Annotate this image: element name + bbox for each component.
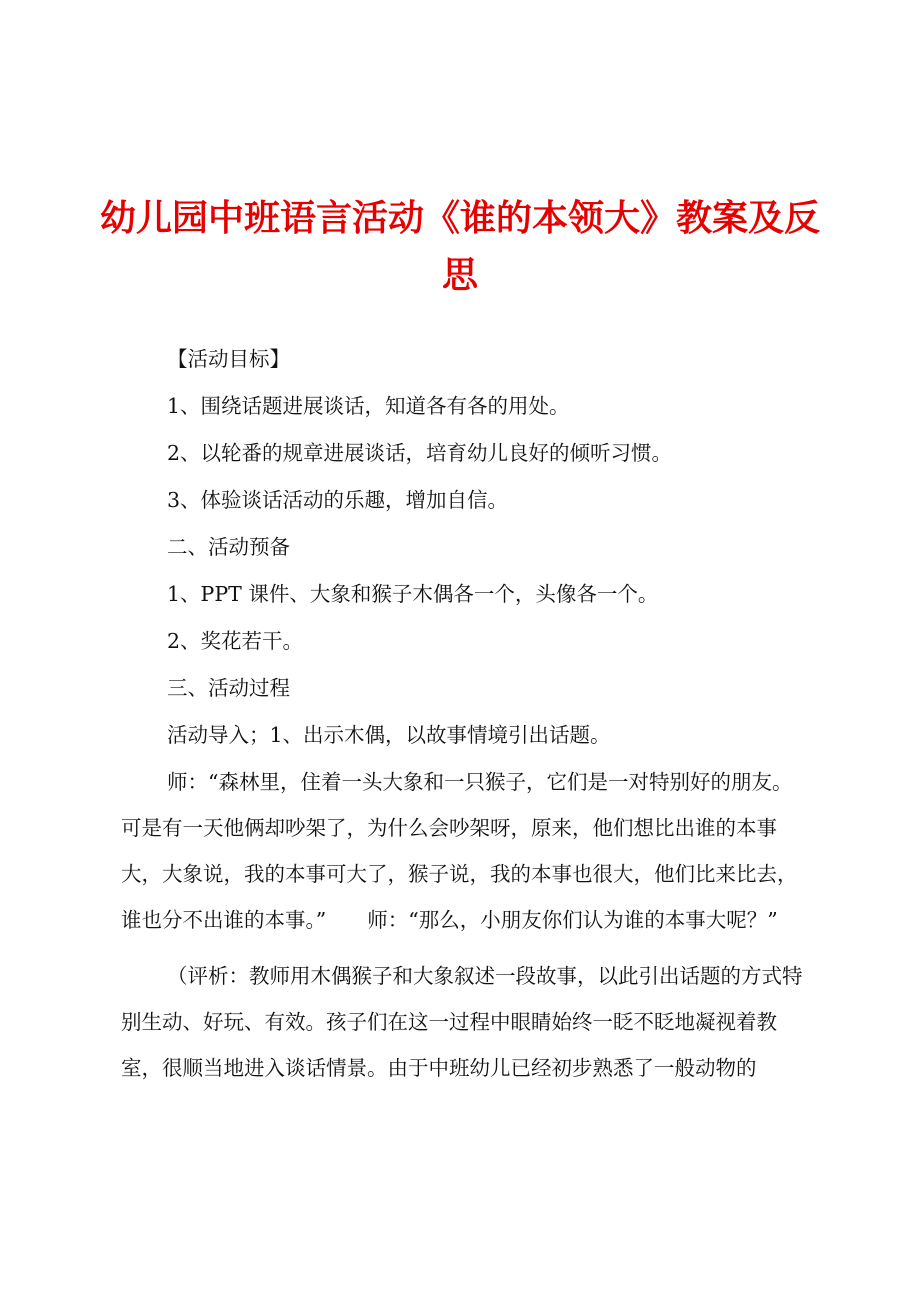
- document-title: 幼儿园中班语言活动《谁的本领大》教案及反思: [100, 198, 821, 296]
- section-heading-process: 三、活动过程: [167, 676, 290, 700]
- section-heading-goals: 【活动目标】: [167, 347, 290, 371]
- preparation-item-1: 1、PPT 课件、大象和猴子木偶各一个，头像各一个。: [167, 582, 659, 606]
- document-body: [121, 336, 811, 1091]
- section-heading-preparation: 二、活动预备: [167, 535, 290, 559]
- goal-item-3: 3、体验谈话活动的乐趣，增加自信。: [167, 488, 509, 512]
- process-intro-line: 活动导入；1、出示木偶，以故事情境引出话题。: [167, 723, 611, 747]
- goal-item-2: 2、以轮番的规章进展谈话，培育幼儿良好的倾听习惯。: [167, 441, 673, 465]
- goal-item-1: 1、围绕话题进展谈话，知道各有各的用处。: [167, 394, 570, 418]
- commentary-paragraph: （评析：教师用木偶猴子和大象叙述一段故事，以此引出话题的方式特别生动、好玩、有效。孩子们在这一过程中眼睛始终一眨不眨地凝视着教室，很顺当地进入谈话情景。由于中班幼儿已经初步熟悉了一般动物的: [121, 964, 803, 1080]
- teacher-story-paragraph: 师：“森林里，住着一头大象和一只猴子，它们是一对特别好的朋友。可是有一天他俩却吵架了，为什么会吵架呀，原来，他们想比出谁的本事大，大象说，我的本事可大了，猴子说，我的本事也很大，他们比来比去，谁也分不出谁的本事。” 师：“那么，小朋友你们认为谁的本事大呢？”: [121, 770, 798, 932]
- preparation-item-2: 2、奖花若干。: [167, 629, 304, 653]
